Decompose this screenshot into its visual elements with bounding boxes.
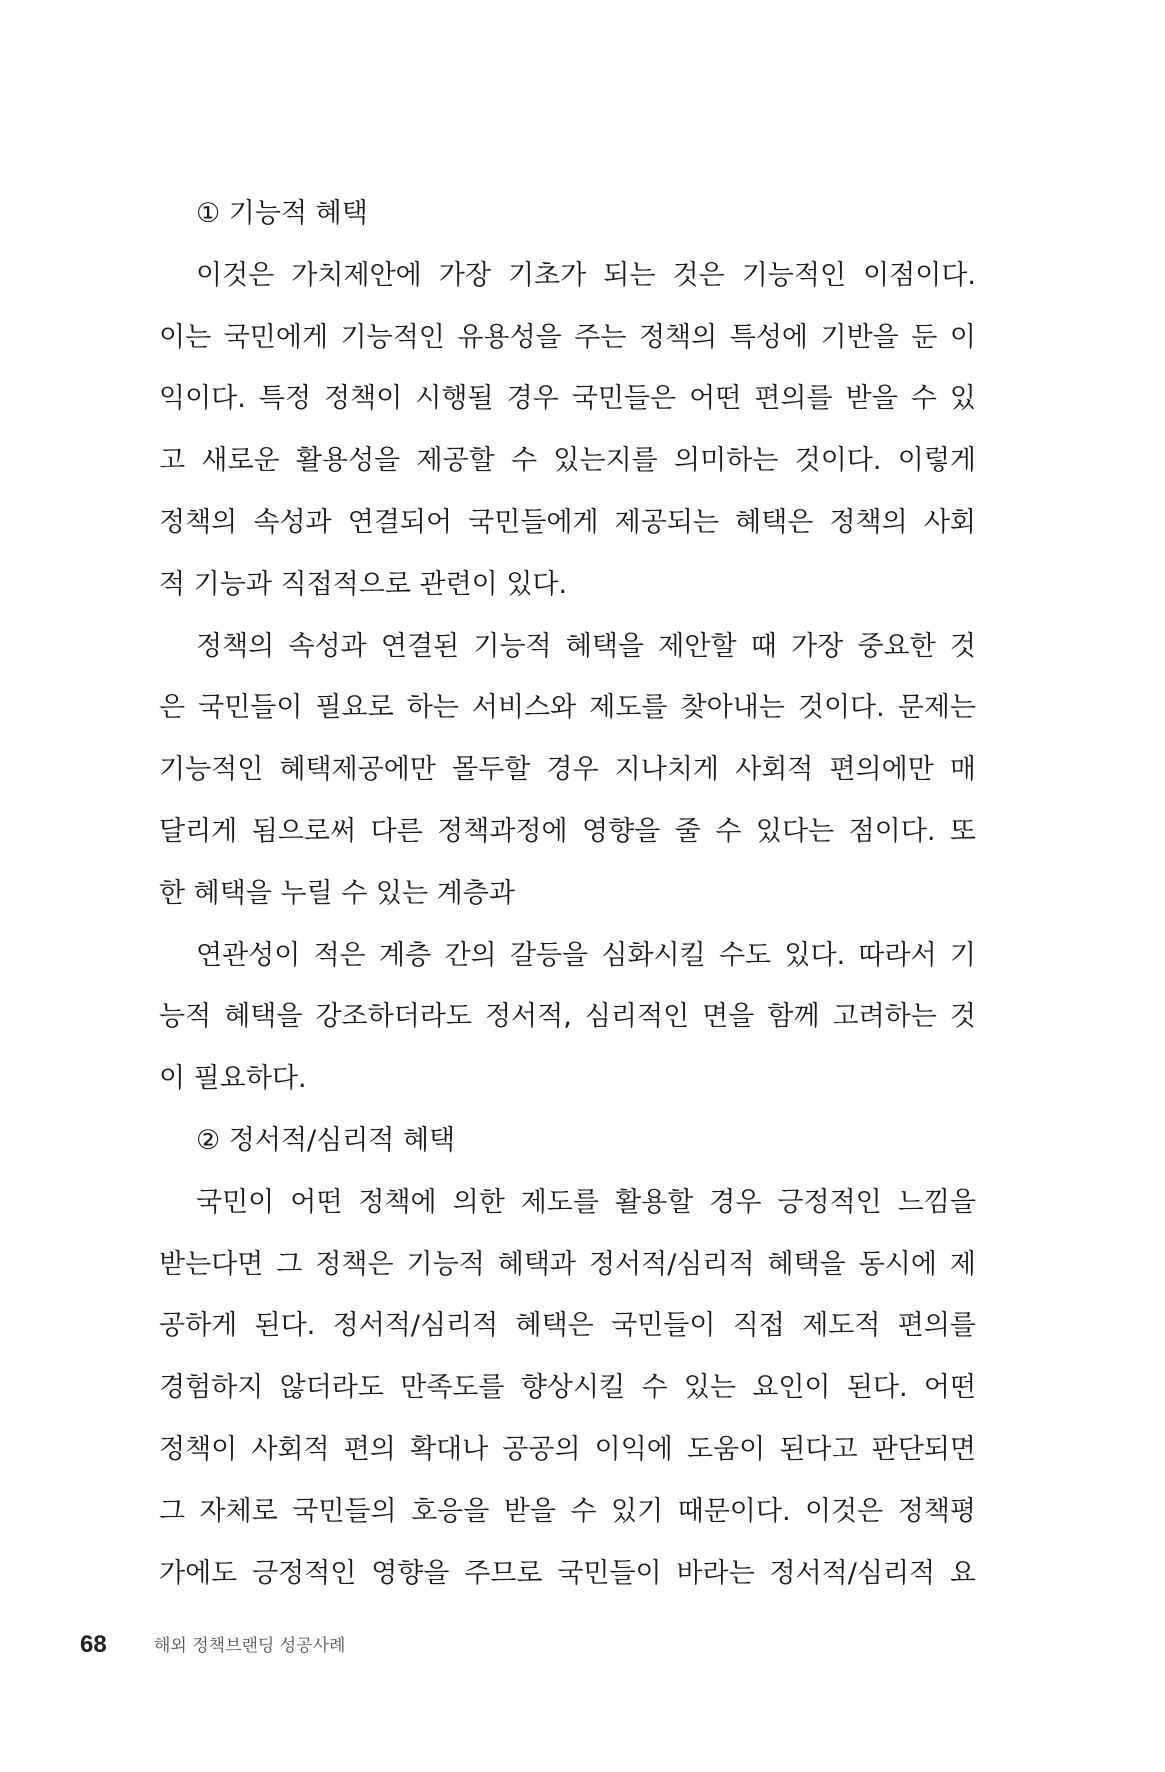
- paragraph-line: 정책이 사회적 편의 확대나 공공의 이익에 도움이 된다고 판단되면: [159, 1433, 976, 1465]
- paragraph: [159, 925, 976, 1110]
- paragraph: [159, 245, 976, 616]
- section-heading: ① 기능적 혜택: [196, 198, 368, 229]
- running-title: 해외 정책브랜딩 성공사례: [154, 1636, 346, 1656]
- paragraph-line: 이것은 가치제안에 가장 기초가 되는 것은 기능적인 이점이다.: [196, 259, 976, 291]
- paragraph-line: 받는다면 그 정책은 기능적 혜택과 정서적/심리적 혜택을 동시에 제: [159, 1248, 976, 1280]
- section-heading: ② 정서적/심리적 혜택: [196, 1124, 456, 1156]
- body-text: [159, 183, 976, 1604]
- paragraph-line: 정책의 속성과 연결된 기능적 혜택을 제안할 때 가장 중요한 것: [196, 630, 976, 662]
- paragraph-line: 국민이 어떤 정책에 의한 제도를 활용할 경우 긍정적인 느낌을: [196, 1186, 976, 1218]
- paragraph-line: 이 필요하다.: [159, 1063, 307, 1095]
- paragraph-line: 정책의 속성과 연결되어 국민들에게 제공되는 혜택은 정책의 사회: [159, 506, 976, 538]
- paragraph-line: 익이다. 특정 정책이 시행될 경우 국민들은 어떤 편의를 받을 수 있: [159, 383, 976, 415]
- paragraph: [159, 1172, 976, 1605]
- paragraph-line: 공하게 된다. 정서적/심리적 혜택은 국민들이 직접 제도적 편의를: [159, 1310, 976, 1342]
- paragraph-line: 연관성이 적은 계층 간의 갈등을 심화시킬 수도 있다. 따라서 기: [196, 939, 976, 971]
- paragraph-line: 적 기능과 직접적으로 관련이 있다.: [159, 568, 568, 600]
- paragraph-line: 은 국민들이 필요로 하는 서비스와 제도를 찾아내는 것이다. 문제는: [159, 692, 976, 724]
- paragraph-line: 기능적인 혜택제공에만 몰두할 경우 지나치게 사회적 편의에만 매: [159, 754, 976, 786]
- paragraph: [159, 616, 976, 925]
- paragraph-line: 경험하지 않더라도 만족도를 향상시킬 수 있는 요인이 된다. 어떤: [159, 1372, 976, 1404]
- paragraph-line: 한 혜택을 누릴 수 있는 계층과: [159, 877, 515, 909]
- paragraph-line: 이는 국민에게 기능적인 유용성을 주는 정책의 특성에 기반을 둔 이: [159, 321, 976, 353]
- paragraph-line: 가에도 긍정적인 영향을 주므로 국민들이 바라는 정서적/심리적 요: [159, 1557, 976, 1589]
- page-number: 68: [80, 1631, 107, 1658]
- paragraph-line: 그 자체로 국민들의 호응을 받을 수 있기 때문이다. 이것은 정책평: [159, 1495, 976, 1527]
- paragraph-line: 달리게 됨으로써 다른 정책과정에 영향을 줄 수 있다는 점이다. 또: [159, 815, 976, 847]
- paragraph-line: 고 새로운 활용성을 제공할 수 있는지를 의미하는 것이다. 이렇게: [159, 445, 976, 477]
- paragraph-line: 능적 혜택을 강조하더라도 정서적, 심리적인 면을 함께 고려하는 것: [159, 1001, 976, 1033]
